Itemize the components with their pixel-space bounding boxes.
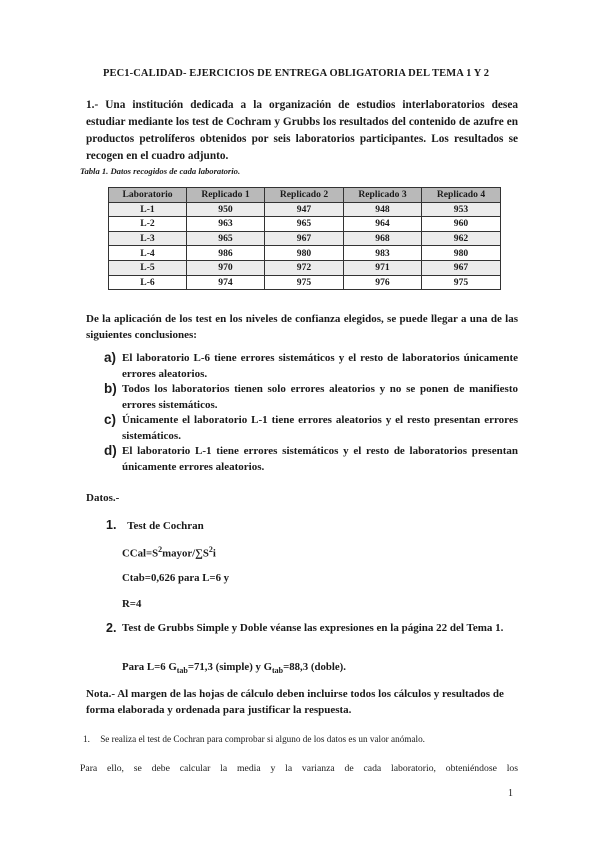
item-text: Test de Grubbs Simple y Doble véanse las expresiones en la página 22 del Tema 1. bbox=[122, 622, 504, 634]
option-label: b) bbox=[104, 381, 117, 396]
grubbs-subscript: tab bbox=[271, 666, 284, 676]
item-number: 1. bbox=[106, 518, 117, 532]
table-cell: L-4 bbox=[109, 246, 187, 261]
nota-label: Nota.- bbox=[86, 688, 116, 700]
grubbs-part: =88,3 (doble). bbox=[283, 661, 346, 673]
formula-part: CCal=S bbox=[122, 547, 159, 560]
table-cell: 950 bbox=[187, 202, 265, 217]
table-cell: 948 bbox=[344, 202, 422, 217]
table-caption: Tabla 1. Datos recogidos de cada laboratorio. bbox=[80, 166, 241, 176]
option-label: a) bbox=[104, 350, 117, 365]
table-row bbox=[109, 217, 501, 232]
table-cell: 967 bbox=[265, 231, 344, 246]
table-cell: 965 bbox=[265, 217, 344, 232]
formula-part: mayor/∑S bbox=[162, 547, 209, 560]
document-title: PEC1-CALIDAD- EJERCICIOS DE ENTREGA OBLIGATORIA DEL TEMA 1 Y 2 bbox=[103, 68, 490, 79]
item-number: 2. bbox=[106, 621, 117, 635]
table-cell: 975 bbox=[422, 275, 501, 290]
datos-item-1 bbox=[106, 518, 204, 532]
nota bbox=[86, 686, 526, 718]
header-replicado-1: Replicado 1 bbox=[187, 188, 265, 203]
table-cell: 971 bbox=[344, 260, 422, 275]
results-table bbox=[108, 187, 501, 290]
grubbs-values bbox=[122, 661, 346, 675]
option-a bbox=[104, 350, 518, 382]
table-cell: L-3 bbox=[109, 231, 187, 246]
table-cell: 980 bbox=[265, 246, 344, 261]
item-title: Test de Cochran bbox=[127, 520, 204, 532]
table-row bbox=[109, 231, 501, 246]
option-text: Únicamente el laboratorio L-1 tiene errores aleatorios y el resto presentan errores sistemáticos. bbox=[122, 414, 518, 442]
table-cell: 980 bbox=[422, 246, 501, 261]
answer-number: 1. bbox=[83, 734, 90, 744]
table-cell: 967 bbox=[422, 260, 501, 275]
nota-text: Al margen de las hojas de cálculo deben incluirse todos los cálculos y resultados de forma elaborada y ordenada para justificar la respuesta. bbox=[86, 688, 504, 716]
table-cell: L-1 bbox=[109, 202, 187, 217]
formula-part: i bbox=[212, 547, 216, 560]
table-cell: L-5 bbox=[109, 260, 187, 275]
table-cell: 965 bbox=[187, 231, 265, 246]
grubbs-subscript: tab bbox=[176, 666, 188, 676]
table-cell: 962 bbox=[422, 231, 501, 246]
table-cell: 970 bbox=[187, 260, 265, 275]
option-label: d) bbox=[104, 443, 117, 458]
option-text: El laboratorio L-1 tiene errores sistemáticos y el resto de laboratorios presentan únicamente errores aleatorios. bbox=[122, 445, 518, 473]
formula-superscript: 2 bbox=[208, 545, 213, 554]
grubbs-part: =71,3 (simple) y G bbox=[187, 661, 272, 673]
table-cell: 986 bbox=[187, 246, 265, 261]
problem-statement bbox=[86, 97, 518, 165]
table-cell: 960 bbox=[422, 217, 501, 232]
option-d bbox=[104, 443, 518, 475]
table-row bbox=[109, 246, 501, 261]
option-b bbox=[104, 381, 518, 413]
datos-item-2 bbox=[106, 620, 516, 637]
table-header-row bbox=[109, 188, 501, 203]
table-row bbox=[109, 202, 501, 217]
option-label: c) bbox=[104, 412, 117, 427]
problem-text: Una institución dedicada a la organización de estudios interlaboratorios desea estudiar mediante los test de Cochram y Grubbs los resultados del contenido de azufre en productos petrolíferos obtenidos por seis laboratorios participantes. Los resultados se recogen en el cuadro adjunto. bbox=[86, 99, 518, 162]
cochran-formula bbox=[122, 545, 216, 560]
table-cell: 975 bbox=[265, 275, 344, 290]
answer-text: Se realiza el test de Cochran para comprobar si alguno de los datos es un valor anómalo. bbox=[100, 734, 425, 744]
problem-number: 1.- bbox=[86, 99, 99, 111]
table-cell: 953 bbox=[422, 202, 501, 217]
option-text: Todos los laboratorios tienen solo errores aleatorios y no se ponen de manifiesto errores sistemáticos. bbox=[122, 383, 518, 411]
grubbs-part: Para L=6 G bbox=[122, 661, 177, 673]
table-cell: L-2 bbox=[109, 217, 187, 232]
header-laboratorio: Laboratorio bbox=[109, 188, 187, 203]
table-cell: 968 bbox=[344, 231, 422, 246]
table-row bbox=[109, 260, 501, 275]
header-replicado-2: Replicado 2 bbox=[265, 188, 344, 203]
table-cell: 974 bbox=[187, 275, 265, 290]
table-cell: 983 bbox=[344, 246, 422, 261]
table-cell: L-6 bbox=[109, 275, 187, 290]
option-text: El laboratorio L-6 tiene errores sistemáticos y el resto de laboratorios únicamente errores aleatorios. bbox=[122, 352, 518, 380]
table-cell: 972 bbox=[265, 260, 344, 275]
page-number: 1 bbox=[508, 788, 513, 799]
table-row bbox=[109, 275, 501, 290]
table-cell: 964 bbox=[344, 217, 422, 232]
datos-heading: Datos.- bbox=[86, 492, 120, 504]
cochran-r: R=4 bbox=[122, 598, 142, 610]
answer-line-1 bbox=[83, 734, 425, 744]
header-replicado-4: Replicado 4 bbox=[422, 188, 501, 203]
cochran-ctab: Ctab=0,626 para L=6 y bbox=[122, 572, 230, 584]
question-text: De la aplicación de los test en los niveles de confianza elegidos, se puede llegar a una de las siguientes conclusiones: bbox=[86, 313, 518, 341]
table-cell: 963 bbox=[187, 217, 265, 232]
option-c bbox=[104, 412, 518, 444]
header-replicado-3: Replicado 3 bbox=[344, 188, 422, 203]
table-cell: 976 bbox=[344, 275, 422, 290]
table-cell: 947 bbox=[265, 202, 344, 217]
formula-superscript: 2 bbox=[158, 545, 163, 554]
answer-line-2: Para ello, se debe calcular la media y la varianza de cada laboratorio, obteniéndose los bbox=[80, 763, 518, 774]
